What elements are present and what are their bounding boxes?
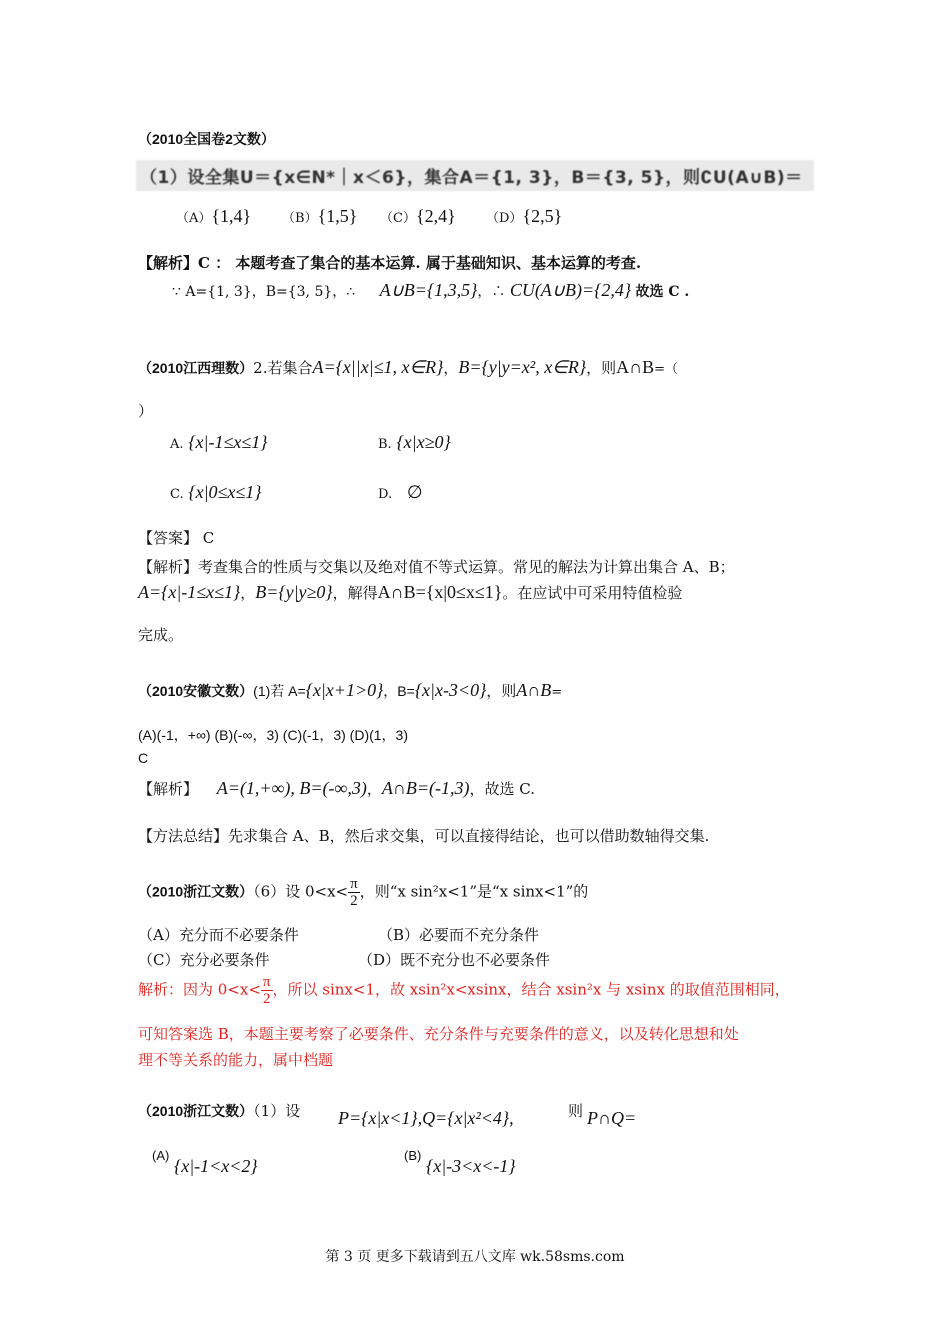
q2-answer xyxy=(138,527,214,548)
q3-analysis xyxy=(138,778,535,799)
option-value: 既不充分也不必要条件 xyxy=(400,951,551,969)
q1-option-c xyxy=(380,206,456,227)
q5-option-a-value: {x|-1<x<2} xyxy=(174,1156,258,1176)
option-label: B. xyxy=(378,437,392,452)
q5-stem-then xyxy=(568,1100,583,1121)
option-value: {2,4} xyxy=(415,206,456,226)
q2-analysis-line3: 完成。 xyxy=(138,626,184,644)
analysis-text: 考查集合的性质与交集以及绝对值不等式运算。常见的解法为计算出集合 A、B； xyxy=(198,558,735,576)
option-label: D. xyxy=(378,487,393,502)
work-expr2: CU(A∪B)={2,4} xyxy=(509,280,632,300)
analysis-label: 【解析】 xyxy=(138,780,199,798)
q5-stem-expr2 xyxy=(587,1108,636,1129)
q2-stem-close: ） xyxy=(138,402,154,420)
answer-value: C xyxy=(202,529,215,547)
q4-analysis-line3: 理不等关系的能力，属中档题 xyxy=(138,1051,334,1069)
stem-then: ，则 xyxy=(486,682,517,700)
q4-option-d xyxy=(358,949,550,970)
work-suffix: 故选 C . xyxy=(635,284,690,300)
option-label: （B） xyxy=(378,926,420,944)
q1-option-d xyxy=(486,206,562,227)
analysis-label: 【解析】 xyxy=(138,254,199,272)
analysis-sep: ， xyxy=(366,780,382,798)
q5-option-b-label: (B) xyxy=(404,1148,422,1163)
stem-expr: P={x|x<1},Q={x|x²<4}, xyxy=(338,1108,514,1128)
q1-source: （2010全国卷2文数） xyxy=(138,131,275,147)
q1-stem: （1）设全集U＝{x∈N*｜x＜6}，集合A＝{1, 3}，B＝{3, 5}，则∁U(A∪B)＝ xyxy=(136,160,814,191)
q5-option-a-label: (A) xyxy=(152,1148,170,1163)
stem-expr2: P∩Q= xyxy=(587,1108,637,1128)
q3-options: (A)(-1，+∞) (B)(-∞，3) (C)(-1，3) (D)(1，3) xyxy=(138,727,408,743)
q5-option-b-value: {x|-3<x<-1} xyxy=(426,1156,516,1176)
line2-c: A∩B={x|0≤x≤1} xyxy=(377,582,503,602)
q1-analysis xyxy=(138,252,641,273)
option-value: {1,5} xyxy=(317,206,358,226)
q5-stem xyxy=(138,1100,300,1121)
option-value: ∅ xyxy=(406,482,423,502)
q3-source: （2010安徽文数） xyxy=(138,683,254,699)
q4-option-a xyxy=(138,924,299,945)
work-sep: ，∴ xyxy=(477,284,506,300)
option-value: 充分必要条件 xyxy=(179,951,270,969)
q4-analysis xyxy=(138,974,790,1007)
q2-option-d xyxy=(378,482,423,503)
stem-end: = xyxy=(551,685,563,700)
stem-prefix: (1)若 A= xyxy=(253,683,306,699)
option-label: （A） xyxy=(176,211,212,226)
option-value: 充分而不必要条件 xyxy=(178,926,299,944)
summary-label: 【方法总结】 xyxy=(138,827,229,845)
stem-b: ，则“x sin²x<1”是“x sinx<1”的 xyxy=(359,882,589,901)
stem-expr: A∩B xyxy=(616,357,655,377)
page-footer: 第 3 页 更多下载请到五八文库 wk.58sms.com xyxy=(325,1249,625,1265)
option-label: （D） xyxy=(486,211,523,226)
work-expr1: A∪B={1,3,5} xyxy=(379,280,478,300)
option-label: （A） xyxy=(138,926,179,944)
option-label: C. xyxy=(170,487,184,502)
line2-sep: ， xyxy=(240,584,256,602)
q2-option-c xyxy=(170,482,262,503)
q3-summary xyxy=(138,825,709,846)
q2-source: （2010江西理数） xyxy=(138,360,254,376)
line2-end: 。在应试中可采用特值检验 xyxy=(502,584,683,602)
stem-prefix: （1）设 xyxy=(253,1102,301,1120)
analysis-expr2: A∩B=(-1,3) xyxy=(381,778,470,798)
analysis-a: 解析：因为 0<x< xyxy=(138,980,261,999)
analysis-label: 【解析】 xyxy=(138,558,199,576)
stem-then: ，则 xyxy=(586,359,617,377)
option-label: （B） xyxy=(282,211,318,226)
stem-a: （6）设 0<x< xyxy=(253,882,349,901)
answer-label: 【答案】 xyxy=(138,529,199,547)
stem-end: =（ xyxy=(654,362,678,377)
analysis-text: C ： 本题考查了集合的基本运算. 属于基础知识、基本运算的考查. xyxy=(198,254,642,272)
pi-over-2: $\frac{\pi}{2}$ xyxy=(262,974,271,1007)
line2-mid: ，解得 xyxy=(332,584,378,602)
line2-a: A={x|-1≤x≤1} xyxy=(138,582,241,602)
line2-b: B={y|y≥0} xyxy=(255,582,333,602)
stem-expr: A∩B xyxy=(516,680,552,700)
stem-comma: ，B= xyxy=(383,683,415,699)
analysis-b: ，所以 sinx<1，故 xsin²x<xsinx，结合 xsin²x 与 xsinx 的取值范围相同， xyxy=(272,980,790,999)
stem-then: 则 xyxy=(568,1102,584,1120)
option-label: （C） xyxy=(138,951,180,969)
q4-option-b xyxy=(378,924,539,945)
q5-stem-expr xyxy=(338,1108,514,1129)
set-b: B={y|y=x², x∈R} xyxy=(458,357,587,377)
stem-comma: ， xyxy=(443,359,459,377)
option-value: {2,5} xyxy=(522,206,563,226)
analysis-expr: A=(1,+∞), B=(-∞,3) xyxy=(216,778,367,798)
option-label: （C） xyxy=(380,211,416,226)
set-b: {x|x-3<0} xyxy=(414,680,487,700)
analysis-end: ，故选 C. xyxy=(469,780,535,798)
q2-analysis-line2 xyxy=(138,582,682,603)
q2-analysis xyxy=(138,556,735,577)
option-label: （D） xyxy=(358,951,401,969)
option-label: A. xyxy=(170,437,184,452)
summary-text: 先求集合 A、B，然后求交集，可以直接得结论，也可以借助数轴得交集. xyxy=(228,827,710,845)
q2-option-b xyxy=(378,432,451,453)
q1-work-line xyxy=(172,280,689,301)
q3-answer: C xyxy=(138,750,149,766)
work-prefix: ∵ A={1, 3}，B={3, 5}，∴ xyxy=(172,284,356,300)
q4-option-c xyxy=(138,949,270,970)
q5-source: （2010浙江文数） xyxy=(138,1103,254,1119)
q1-option-b xyxy=(282,206,357,227)
set-a: {x|x+1>0} xyxy=(305,680,384,700)
pi-over-2: $\frac{\pi}{2}$ xyxy=(350,876,358,909)
option-value: 必要而不充分条件 xyxy=(419,926,540,944)
option-value: {x|0≤x≤1} xyxy=(188,482,262,502)
q3-stem xyxy=(138,680,562,701)
set-a: A={x||x|≤1, x∈R} xyxy=(312,357,444,377)
option-value: {1,4} xyxy=(211,206,252,226)
q4-source: （2010浙江文数） xyxy=(138,883,254,900)
option-value: {x|-1≤x≤1} xyxy=(188,432,268,452)
q4-stem xyxy=(138,876,588,909)
q2-option-a xyxy=(170,432,267,453)
q4-analysis-line2: 可知答案选 B，本题主要考察了必要条件、充分条件与充要条件的意义，以及转化思想和处 xyxy=(138,1025,739,1043)
option-value: {x|x≥0} xyxy=(396,432,451,452)
stem-prefix: 2.若集合 xyxy=(253,359,313,377)
q2-stem xyxy=(138,357,678,378)
q1-option-a xyxy=(176,206,251,227)
